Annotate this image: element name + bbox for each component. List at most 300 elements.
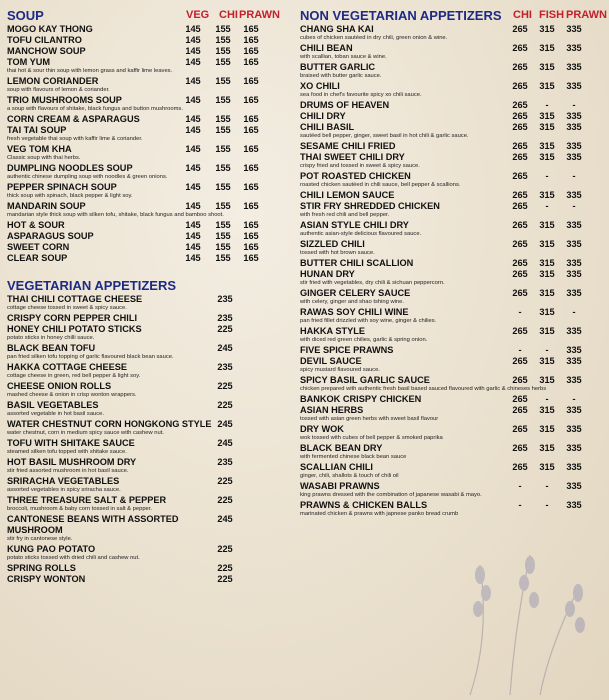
- menu-item-price: 335: [566, 43, 582, 53]
- menu-item-name: SPRING ROLLS: [7, 563, 76, 573]
- menu-item-price: 155: [215, 125, 231, 135]
- menu-item-description: potato sticks tossed with dried chili and cashew nut.: [7, 555, 140, 561]
- menu-item-description: soup with flavours of lemon & coriander.: [7, 87, 110, 93]
- menu-item-name: THAI CHILI COTTAGE CHEESE: [7, 294, 143, 304]
- menu-item-name: BLACK BEAN TOFU: [7, 343, 96, 353]
- veg-appetizers-header: [7, 278, 269, 294]
- menu-item-description: tossed with hot brown sauce.: [300, 250, 375, 256]
- menu-item-row: [300, 201, 607, 212]
- menu-item-price: 315: [539, 356, 555, 366]
- menu-item-row: [300, 111, 607, 122]
- menu-item-price: -: [545, 481, 549, 491]
- menu-item-price: 235: [217, 294, 233, 304]
- menu-item-price: 155: [215, 163, 231, 173]
- menu-item-name: TRIO MUSHROOMS SOUP: [7, 95, 122, 105]
- menu-item-name: HOT & SOUR: [7, 220, 65, 230]
- menu-item-price: 145: [185, 253, 201, 263]
- menu-item-price: 265: [512, 405, 528, 415]
- menu-item-price: 265: [512, 111, 528, 121]
- menu-item-description: tossed with asian green herbs with sweet basil flavour: [300, 416, 439, 422]
- menu-item-row: [300, 326, 607, 337]
- menu-item-price: -: [572, 394, 576, 404]
- menu-item-price: 165: [243, 253, 259, 263]
- menu-item-price: 155: [215, 114, 231, 124]
- menu-item-price: 165: [243, 242, 259, 252]
- menu-item-price: 335: [566, 462, 582, 472]
- menu-item-price: 335: [566, 269, 582, 279]
- menu-item-name: CANTONESE BEANS WITH ASSORTED: [7, 514, 179, 524]
- menu-item-price: -: [545, 201, 549, 211]
- menu-item-name: FIVE SPICE PRAWNS: [300, 345, 394, 355]
- menu-item-price: 335: [566, 258, 582, 268]
- menu-item-price: 335: [566, 152, 582, 162]
- menu-item-price: 145: [185, 182, 201, 192]
- menu-item-price: -: [545, 100, 549, 110]
- nonveg-section-title: NON VEGETARIAN APPETIZERS: [300, 8, 502, 23]
- menu-item-name: BUTTER GARLIC: [300, 62, 376, 72]
- menu-item-price: 145: [185, 114, 201, 124]
- menu-item-description: stir fried assorted mushroom in hot basil sauce.: [7, 468, 129, 474]
- menu-item-price: 165: [243, 95, 259, 105]
- menu-item-name: PEPPER SPINACH SOUP: [7, 182, 117, 192]
- menu-item-row: [300, 43, 607, 54]
- soup-section-title: SOUP: [7, 8, 44, 23]
- menu-item-price: 335: [566, 326, 582, 336]
- menu-item-price: 225: [217, 544, 233, 554]
- menu-item-name: DRY WOK: [300, 424, 344, 434]
- menu-item-name: MANDARIN SOUP: [7, 201, 86, 211]
- menu-item-price: 315: [539, 307, 555, 317]
- menu-item-price: -: [572, 201, 576, 211]
- menu-item-name: CHANG SHA KAI: [300, 24, 374, 34]
- menu-item-row: [300, 100, 607, 111]
- menu-item-row: [300, 307, 607, 318]
- menu-item-price: 155: [215, 242, 231, 252]
- menu-item-description: marinated chicken & prawns with japnese panko bread crumb: [300, 511, 459, 517]
- menu-item-price: 165: [243, 201, 259, 211]
- menu-item-row: [300, 405, 607, 416]
- menu-item-description: thick soup with spinach, black pepper & light soy.: [7, 193, 133, 199]
- menu-item-description: pan fried silken tofu topping of garlic flavoured black bean sauce.: [7, 354, 174, 360]
- menu-item-description: cottage cheese tossed in sweet & spicy sauce.: [7, 305, 127, 311]
- menu-item-row: [7, 201, 269, 212]
- menu-item-price: 265: [512, 24, 528, 34]
- menu-item-row: [300, 356, 607, 367]
- chi-column-header: CHI: [219, 9, 238, 21]
- menu-item-row: [300, 269, 607, 280]
- menu-item-price: -: [545, 500, 549, 510]
- menu-item-row: [300, 258, 607, 269]
- menu-item-price: 165: [243, 46, 259, 56]
- menu-item-row: [7, 95, 269, 106]
- menu-item-price: 145: [185, 201, 201, 211]
- menu-item-row: [300, 152, 607, 163]
- menu-item-name: MUSHROOM: [7, 525, 63, 535]
- menu-item-row: [300, 288, 607, 299]
- menu-item-description: cottage cheese in green, red bell pepper & light soy.: [7, 373, 141, 379]
- menu-item-price: 155: [215, 95, 231, 105]
- menu-item-price: 265: [512, 122, 528, 132]
- menu-item-row: [7, 253, 269, 264]
- menu-item-row: [300, 500, 607, 511]
- menu-item-name: TOM YUM: [7, 57, 51, 67]
- menu-item-description: water chestnut, corn in medium spicy sauce with cashew nut.: [7, 430, 164, 436]
- menu-item-price: -: [518, 481, 522, 491]
- menu-item-price: 335: [566, 405, 582, 415]
- menu-item-row: [7, 46, 269, 57]
- menu-item-row: [300, 481, 607, 492]
- menu-item-name: SCALLIAN CHILI: [300, 462, 373, 472]
- menu-item-description: pan fried fillet drizzled with soy wine, ginger & chilies.: [300, 318, 437, 324]
- menu-item-description: with fermented chinese black bean sauce: [300, 454, 407, 460]
- menu-item-description: stir fried with vegetables, dry chili & sichuan peppercorn.: [300, 280, 445, 286]
- menu-item-price: 265: [512, 141, 528, 151]
- menu-item-price: 335: [566, 81, 582, 91]
- menu-item-price: 335: [566, 24, 582, 34]
- menu-item-price: 145: [185, 242, 201, 252]
- menu-item-name: SESAME CHILI FRIED: [300, 141, 396, 151]
- menu-item-price: 265: [512, 239, 528, 249]
- menu-item-row: [7, 35, 269, 46]
- menu-item-description: with diced red green chilies, garlic & spring onion.: [300, 337, 428, 343]
- menu-item-price: 265: [512, 375, 528, 385]
- chi-column-header: CHI: [513, 9, 532, 21]
- menu-item-row: [7, 163, 269, 174]
- menu-item-price: -: [572, 100, 576, 110]
- menu-item-name: ASIAN STYLE CHILI DRY: [300, 220, 409, 230]
- menu-item-row: [7, 76, 269, 87]
- menu-item-price: 145: [185, 144, 201, 154]
- menu-item-row: [7, 574, 269, 585]
- menu-item-row: [300, 171, 607, 182]
- menu-item-price: 335: [566, 481, 582, 491]
- menu-item-price: 155: [215, 57, 231, 67]
- menu-item-description: cubes of chicken sautéed in dry chili, green onion & wine.: [300, 35, 448, 41]
- menu-item-price: 315: [539, 375, 555, 385]
- menu-item-price: 165: [243, 144, 259, 154]
- menu-item-price: 225: [217, 574, 233, 584]
- menu-item-row: [7, 313, 269, 324]
- menu-item-price: 315: [539, 269, 555, 279]
- menu-item-price: 155: [215, 144, 231, 154]
- menu-item-description: potato sticks in honey chilli sauce.: [7, 335, 95, 341]
- menu-item-name: BANKOK CRISPY CHICKEN: [300, 394, 422, 404]
- menu-item-price: 265: [512, 171, 528, 181]
- menu-item-row: [7, 114, 269, 125]
- menu-item-row: [300, 462, 607, 473]
- menu-item-name: SWEET CORN: [7, 242, 70, 252]
- menu-item-name: BLACK BEAN DRY: [300, 443, 383, 453]
- menu-item-price: 335: [566, 122, 582, 132]
- menu-item-row: [7, 220, 269, 231]
- menu-item-price: 145: [185, 76, 201, 86]
- menu-item-price: 235: [217, 362, 233, 372]
- menu-item-name: MANCHOW SOUP: [7, 46, 86, 56]
- menu-item-price: 235: [217, 457, 233, 467]
- menu-item-description: roasted chicken sautéed in chili sauce, bell pepper & scallions.: [300, 182, 461, 188]
- menu-item-price: 315: [539, 462, 555, 472]
- menu-item-description: sautéed bell pepper, ginger, sweet basil in hot chili & garlic sauce.: [300, 133, 469, 139]
- menu-item-price: 265: [512, 288, 528, 298]
- menu-item-row: [300, 190, 607, 201]
- menu-item-price: 225: [217, 381, 233, 391]
- menu-item-name: MOGO KAY THONG: [7, 24, 93, 34]
- menu-item-price: 335: [566, 239, 582, 249]
- menu-item-name: THREE TREASURE SALT & PEPPER: [7, 495, 167, 505]
- menu-item-price: 155: [215, 201, 231, 211]
- menu-item-name: CRISPY CORN PEPPER CHILI: [7, 313, 138, 323]
- menu-item-price: 265: [512, 81, 528, 91]
- menu-item-row: [7, 438, 269, 449]
- menu-item-row: [7, 242, 269, 253]
- menu-item-row: [7, 476, 269, 487]
- menu-item-price: 335: [566, 288, 582, 298]
- menu-item-price: 155: [215, 220, 231, 230]
- menu-item-price: 265: [512, 100, 528, 110]
- menu-item-price: 165: [243, 220, 259, 230]
- menu-item-price: 145: [185, 220, 201, 230]
- menu-item-price: 315: [539, 24, 555, 34]
- menu-item-description: with celery, ginger and shao tshing wine.: [300, 299, 404, 305]
- menu-item-name: HOT BASIL MUSHROOM DRY: [7, 457, 137, 467]
- menu-item-price: 315: [539, 220, 555, 230]
- menu-item-row: [7, 343, 269, 354]
- menu-item-description: mashed cheese & onion in crisp wonton wrappers.: [7, 392, 137, 398]
- menu-item-price: 155: [215, 24, 231, 34]
- menu-item-price: 245: [217, 514, 233, 524]
- menu-item-description: braised with butter garlic sauce.: [300, 73, 382, 79]
- menu-item-description: authentic chinese dumpling soup with noodles & green onions.: [7, 174, 168, 180]
- menu-item-name: CHILI BASIL: [300, 122, 355, 132]
- menu-item-row: [7, 419, 269, 430]
- menu-item-price: 315: [539, 443, 555, 453]
- menu-item-row: [7, 125, 269, 136]
- menu-item-row: [300, 394, 607, 405]
- menu-item-row: [7, 563, 269, 574]
- veg-appetizers-section-title: VEGETARIAN APPETIZERS: [7, 278, 177, 293]
- menu-item-price: 315: [539, 190, 555, 200]
- menu-item-name: DEVIL SAUCE: [300, 356, 362, 366]
- menu-item-price: 155: [215, 46, 231, 56]
- menu-item-price: 315: [539, 141, 555, 151]
- menu-item-description: steamed silken tofu topped with shitake sauce.: [7, 449, 127, 455]
- menu-item-price: 315: [539, 62, 555, 72]
- right-column: [300, 0, 607, 519]
- menu-item-name: POT ROASTED CHICKEN: [300, 171, 411, 181]
- menu-item-name: WASABI PRAWNS: [300, 481, 380, 491]
- menu-item-price: 315: [539, 405, 555, 415]
- menu-item-price: 265: [512, 443, 528, 453]
- veg-appetizers-list: [7, 294, 269, 585]
- menu-item-name: CRISPY WONTON: [7, 574, 86, 584]
- menu-item-row: [7, 231, 269, 242]
- menu-item-price: -: [518, 500, 522, 510]
- menu-item-description: chicken prepared with authentic fresh basil based sauced flavoured with garlic & chineses herbs: [300, 386, 547, 392]
- menu-item-price: 265: [512, 152, 528, 162]
- menu-item-price: 145: [185, 57, 201, 67]
- menu-item-price: 245: [217, 419, 233, 429]
- menu-item-row: [300, 345, 607, 356]
- menu-item-price: 315: [539, 239, 555, 249]
- menu-item-price: 315: [539, 288, 555, 298]
- menu-item-row: [7, 457, 269, 468]
- menu-item-price: 335: [566, 190, 582, 200]
- menu-item-name: KUNG PAO POTATO: [7, 544, 96, 554]
- menu-item-price: 165: [243, 231, 259, 241]
- nonveg-header: [300, 8, 607, 24]
- menu-item-price: -: [518, 345, 522, 355]
- lavender-illustration: [430, 545, 605, 695]
- menu-item-description: ginger, chili, shallots & touch of chili oil: [300, 473, 399, 479]
- menu-item-name: THAI SWEET CHILI DRY: [300, 152, 405, 162]
- menu-item-price: 165: [243, 182, 259, 192]
- menu-item-name: GINGER CELERY SAUCE: [300, 288, 411, 298]
- menu-item-price: 265: [512, 394, 528, 404]
- fish-column-header: FISH: [539, 9, 565, 21]
- menu-item-price: 165: [243, 35, 259, 45]
- menu-item-name: ASPARAGUS SOUP: [7, 231, 94, 241]
- menu-item-price: 155: [215, 76, 231, 86]
- menu-item-price: 145: [185, 163, 201, 173]
- menu-item-price: 335: [566, 424, 582, 434]
- menu-item-name: CLEAR SOUP: [7, 253, 68, 263]
- menu-item-name: CHEESE ONION ROLLS: [7, 381, 112, 391]
- menu-item-name: WATER CHESTNUT CORN HONGKONG STYLE: [7, 419, 212, 429]
- menu-item-name: LEMON CORIANDER: [7, 76, 99, 86]
- menu-item-price: 265: [512, 220, 528, 230]
- menu-item-row: [7, 182, 269, 193]
- menu-item-description: wok tossed with cubes of bell pepper & smoked paprika: [300, 435, 443, 441]
- menu-item-row: [7, 294, 269, 305]
- menu-item-name: CORN CREAM & ASPARAGUS: [7, 114, 140, 124]
- menu-item-name: CHILI LEMON SAUCE: [300, 190, 395, 200]
- menu-item-price: 245: [217, 343, 233, 353]
- menu-item-price: -: [572, 307, 576, 317]
- menu-item-description: assorted vegetables in spicy sriracha sauce.: [7, 487, 121, 493]
- menu-item-description: king prawns dressed with the combination of japanese wasabi & mayo.: [300, 492, 482, 498]
- menu-item-price: 165: [243, 57, 259, 67]
- menu-item-price: 265: [512, 62, 528, 72]
- menu-item-price: 265: [512, 424, 528, 434]
- veg-column-header: VEG: [186, 9, 210, 21]
- menu-item-price: 315: [539, 326, 555, 336]
- menu-item-price: 315: [539, 424, 555, 434]
- menu-item-price: 335: [566, 356, 582, 366]
- menu-item-description: crispy fried and tossed in sweet & spicy sauce.: [300, 163, 420, 169]
- menu-item-name: VEG TOM KHA: [7, 144, 72, 154]
- menu-item-price: 315: [539, 43, 555, 53]
- menu-item-description: stir fry in cantonese style.: [7, 536, 73, 542]
- menu-item-price: 315: [539, 258, 555, 268]
- menu-item-name: SIZZLED CHILI: [300, 239, 365, 249]
- menu-item-row: [300, 122, 607, 133]
- soup-list: [7, 24, 269, 264]
- prawn-column-header: PRAWN: [566, 9, 607, 21]
- menu-item-name: RAWAS SOY CHILI WINE: [300, 307, 409, 317]
- menu-item-price: 265: [512, 269, 528, 279]
- menu-item-price: -: [572, 171, 576, 181]
- menu-item-name: HAKKA STYLE: [300, 326, 365, 336]
- menu-item-name: SPICY BASIL GARLIC SAUCE: [300, 375, 430, 385]
- menu-item-row: [7, 514, 269, 525]
- menu-item-price: 155: [215, 35, 231, 45]
- menu-item-price: 235: [217, 313, 233, 323]
- menu-item-name: PRAWNS & CHICKEN BALLS: [300, 500, 428, 510]
- menu-item-price: 335: [566, 500, 582, 510]
- menu-item-row: [300, 24, 607, 35]
- menu-item-name: SRIRACHA VEGETABLES: [7, 476, 120, 486]
- menu-item-price: 145: [185, 125, 201, 135]
- menu-item-row: [300, 443, 607, 454]
- menu-item-row: [300, 239, 607, 250]
- menu-item-description: with fresh red chili and bell pepper.: [300, 212, 390, 218]
- menu-item-row: [7, 544, 269, 555]
- menu-item-name: DUMPLING NOODLES SOUP: [7, 163, 133, 173]
- menu-item-price: -: [545, 171, 549, 181]
- menu-item-price: 165: [243, 24, 259, 34]
- menu-item-description: broccoli, mushroom & baby corn tossed in salt & pepper.: [7, 506, 152, 512]
- menu-item-price: 225: [217, 563, 233, 573]
- menu-item-description: thai hot & sour thin soup with lemon grass and kaffir lime leaves.: [7, 68, 173, 74]
- menu-item-price: 155: [215, 253, 231, 263]
- menu-item-row: [7, 525, 269, 536]
- menu-item-price: 145: [185, 231, 201, 241]
- menu-item-name: XO CHILI: [300, 81, 340, 91]
- menu-item-name: HUNAN DRY: [300, 269, 355, 279]
- menu-item-row: [7, 324, 269, 335]
- prawn-column-header: PRAWN: [239, 9, 280, 21]
- menu-item-price: 265: [512, 462, 528, 472]
- menu-item-name: CHILI DRY: [300, 111, 346, 121]
- menu-item-price: 315: [539, 111, 555, 121]
- menu-item-name: STIR FRY SHREDDED CHICKEN: [300, 201, 440, 211]
- menu-item-price: 335: [566, 141, 582, 151]
- menu-item-row: [7, 24, 269, 35]
- menu-item-name: HONEY CHILI POTATO STICKS: [7, 324, 142, 334]
- menu-item-row: [300, 81, 607, 92]
- menu-item-price: 145: [185, 24, 201, 34]
- menu-item-name: HAKKA COTTAGE CHEESE: [7, 362, 127, 372]
- menu-item-row: [300, 141, 607, 152]
- menu-item-price: 165: [243, 163, 259, 173]
- menu-item-price: 335: [566, 443, 582, 453]
- soup-header: [7, 8, 280, 24]
- menu-item-price: 335: [566, 345, 582, 355]
- menu-item-name: ASIAN HERBS: [300, 405, 364, 415]
- menu-item-price: 155: [215, 231, 231, 241]
- menu-item-description: spicy mustard flavoured sauce.: [300, 367, 380, 373]
- menu-item-row: [7, 144, 269, 155]
- nonveg-appetizers-list: [300, 24, 607, 519]
- menu-item-row: [7, 400, 269, 411]
- menu-item-description: mandarian style thick soup with silken tofu, shitake, black fungus and bamboo shoot.: [7, 212, 224, 218]
- left-column: [7, 0, 280, 585]
- menu-item-description: sea food in chef's favourite spicy xo chili sauce.: [300, 92, 422, 98]
- menu-item-description: authentic asian-style delicious flavoured sauce.: [300, 231, 422, 237]
- menu-item-name: TAI TAI SOUP: [7, 125, 67, 135]
- menu-item-name: DRUMS OF HEAVEN: [300, 100, 390, 110]
- menu-item-price: -: [545, 345, 549, 355]
- menu-item-price: 225: [217, 324, 233, 334]
- menu-item-price: 265: [512, 356, 528, 366]
- menu-item-price: 145: [185, 46, 201, 56]
- menu-item-price: 265: [512, 201, 528, 211]
- menu-item-price: -: [518, 307, 522, 317]
- menu-item-row: [7, 57, 269, 68]
- menu-item-description: a soup with flavours of shitake, black fungus and button mushrooms.: [7, 106, 183, 112]
- menu-item-price: 225: [217, 476, 233, 486]
- menu-item-price: 165: [243, 125, 259, 135]
